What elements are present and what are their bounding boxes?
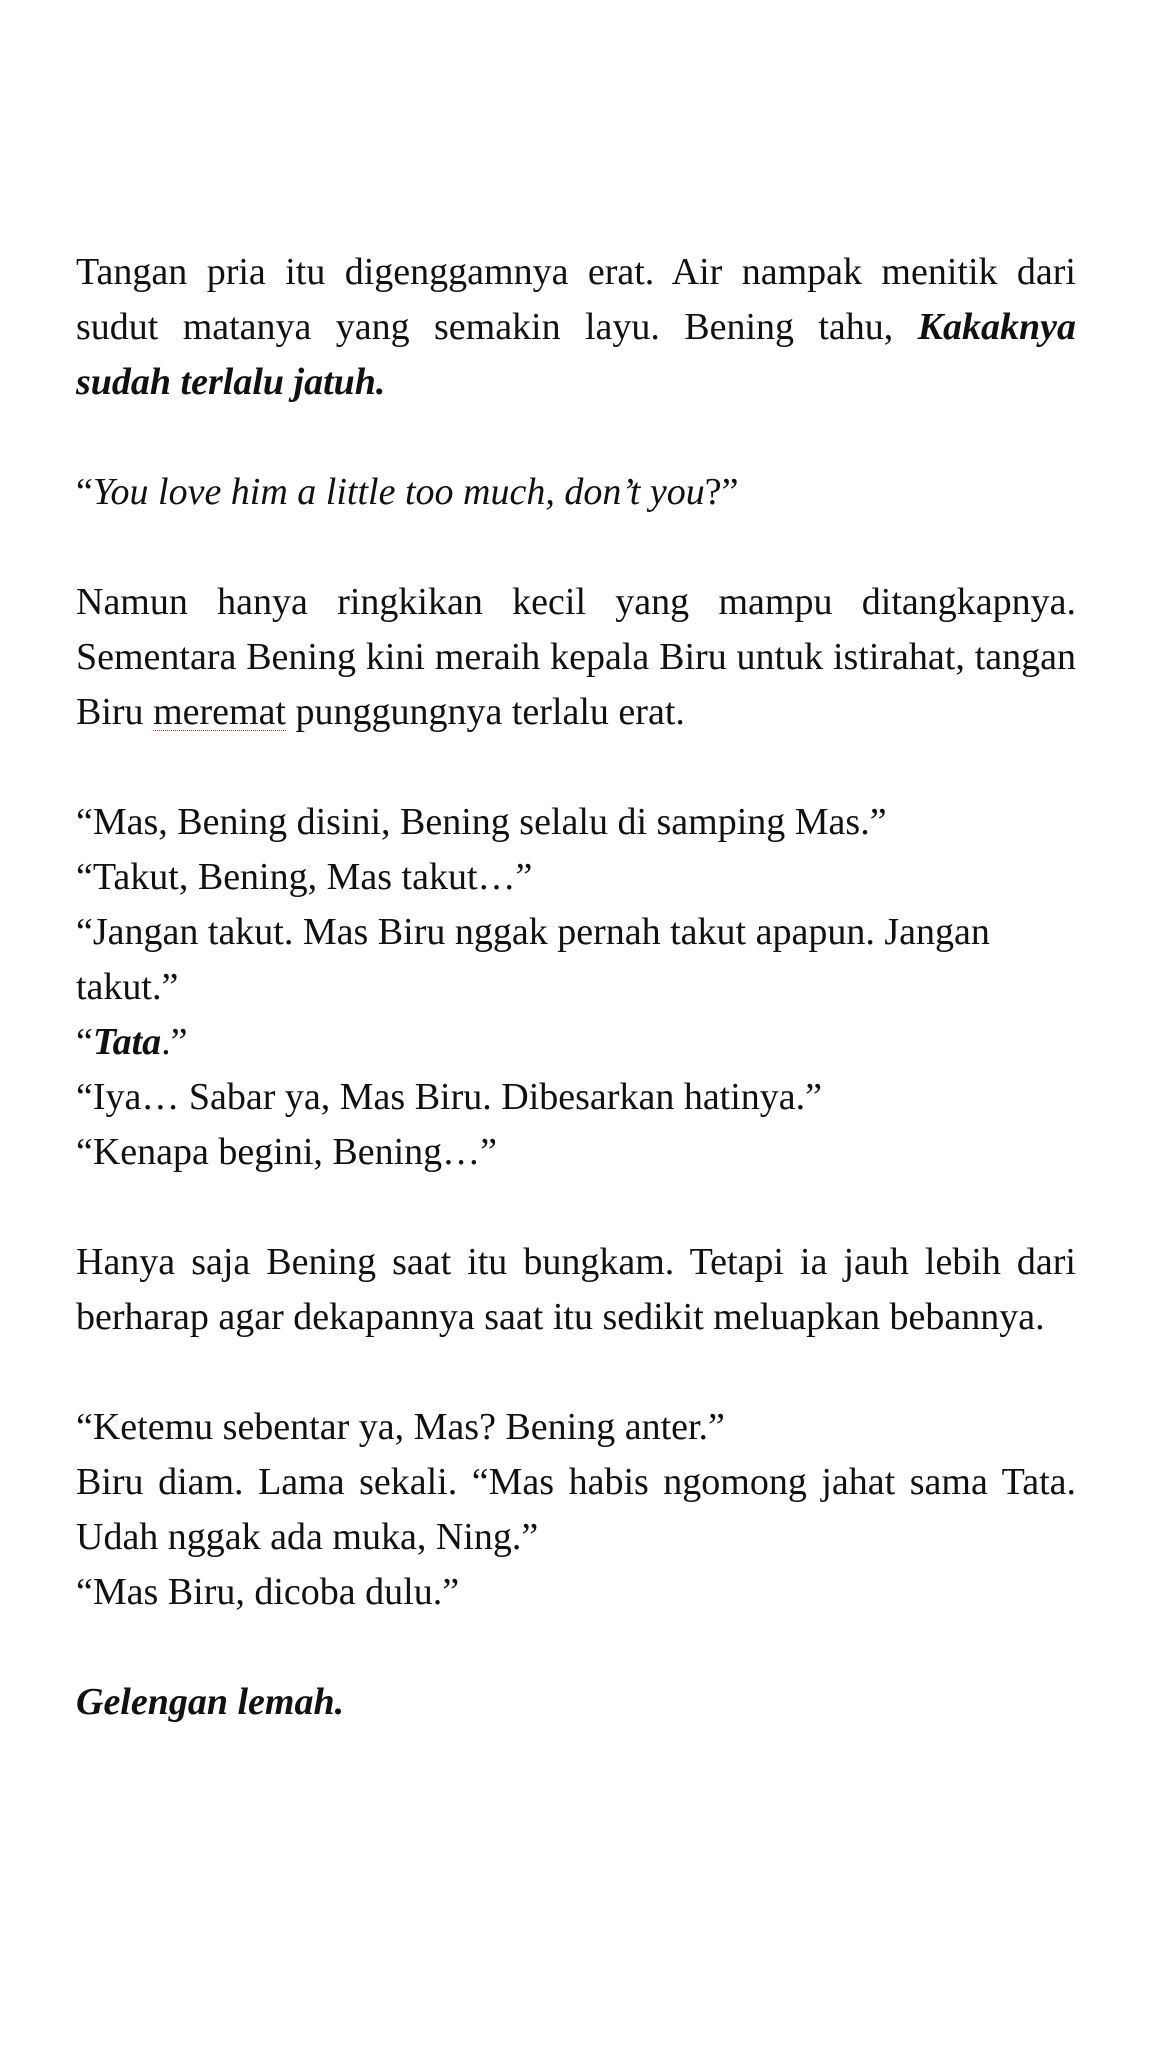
closing-line: Gelengan lemah.: [76, 1681, 345, 1723]
story-page: [76, 245, 1076, 1730]
dialogue-line: “Jangan takut. Mas Biru nggak pernah takut apapun. Jangan takut.”: [76, 911, 990, 1008]
dialogue-line: “Iya… Sabar ya, Mas Biru. Dibesarkan hatinya.”: [76, 1076, 823, 1118]
tata-open-mark: “: [76, 1021, 93, 1063]
paragraph-opening-emphasis: Kakaknya sudah terlalu jatuh.: [76, 306, 1076, 403]
dialogue-line: “Kenapa begini, Bening…”: [76, 1131, 498, 1173]
dialogue-line: Biru diam. Lama sekali. “Mas habis ngomong jahat sama Tata. Udah nggak ada muka, Ning.”: [76, 1461, 1076, 1558]
paragraph-ringkikan-before: Namun hanya ringkikan kecil yang mampu ditangkapnya. Sementara Bening kini meraih kepala Biru untuk istirahat, tangan Biru: [76, 581, 1076, 733]
paragraph-ringkikan-after: punggungnya terlalu erat.: [286, 691, 685, 733]
paragraph-opening-text: Tangan pria itu digenggamnya erat. Air nampak menitik dari sudut matanya yang semakin layu. Bening tahu,: [76, 251, 1076, 348]
tata-emphasis: Tata: [92, 1021, 162, 1063]
dialogue-block-second: [76, 1400, 1076, 1620]
dialogue-line: “Ketemu sebentar ya, Mas? Bening anter.”: [76, 1406, 725, 1448]
paragraph-opening: [76, 245, 1076, 410]
dialogue-line: “Takut, Bening, Mas takut…”: [76, 856, 533, 898]
quote-english: [76, 465, 1076, 520]
paragraph-bungkam: Hanya saja Bening saat itu bungkam. Tetapi ia jauh lebih dari berharap agar dekapannya saat itu sedikit meluapkan bebannya.: [76, 1241, 1076, 1338]
dialogue-line-tata: [76, 1015, 1076, 1070]
dialogue-line: “Mas Biru, dicoba dulu.”: [76, 1571, 460, 1613]
quote-open-mark: “: [76, 471, 93, 513]
tata-close-mark: .”: [161, 1021, 188, 1063]
dialogue-block-first: [76, 795, 1076, 1180]
quote-close-mark: ?”: [704, 471, 739, 513]
paragraph-ringkikan: [76, 575, 1076, 740]
dialogue-line: “Mas, Bening disini, Bening selalu di samping Mas.”: [76, 801, 887, 843]
spellcheck-flagged-word[interactable]: meremat: [153, 691, 286, 733]
quote-italic-text: You love him a little too much, don’t you: [92, 471, 705, 513]
